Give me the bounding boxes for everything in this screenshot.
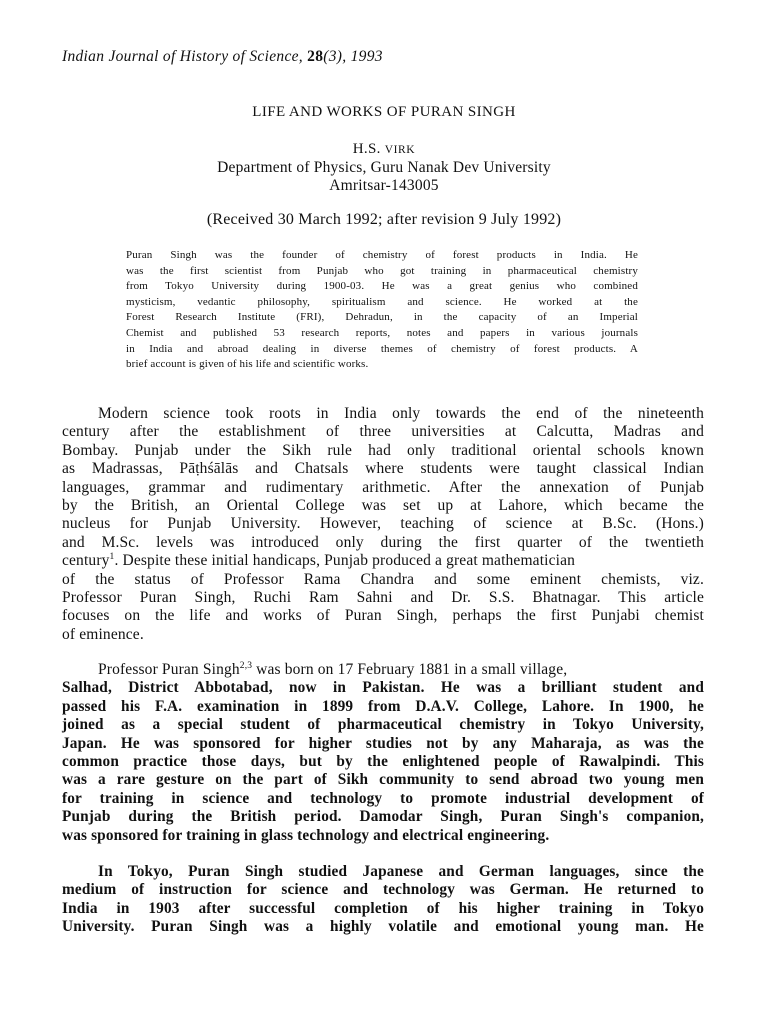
journal-name: Indian Journal of History of Science,: [62, 48, 303, 65]
abstract: [126, 248, 638, 373]
body-line: of eminence.: [62, 625, 144, 643]
article-title: LIFE AND WORKS OF PURAN SINGH: [252, 104, 516, 120]
body-line: Punjab during the British period. Damodar Singh, Puran Singh's companion,: [62, 808, 704, 826]
body-line: century after the establishment of three universities at Calcutta, Madras and: [62, 423, 704, 441]
author-city: Amritsar-143005: [329, 177, 439, 194]
body-line: Salhad, District Abbotabad, now in Pakistan. He was a brilliant student and: [62, 679, 704, 697]
body-line: [98, 661, 704, 679]
body-line: by the British, an Oriental College was set up at Lahore, which became the: [62, 497, 704, 514]
body-text: . Despite these initial handicaps, Punjab produced a great mathematician: [114, 552, 576, 570]
body-line: as Madrassas, Pāṭhśālās and Chatsals where students were taught classical Indian: [62, 460, 704, 478]
body-line: passed his F.A. examination in 1899 from D.A.V. College, Lahore. In 1900, he: [62, 697, 704, 715]
body-text: was born on 17 February 1881 in a small village,: [252, 661, 568, 678]
citation-ref: 2,3: [239, 661, 253, 671]
citation-ref: 1: [109, 552, 115, 563]
body-line: focuses on the life and works of Puran Singh, perhaps the first Punjabi chemist: [62, 607, 704, 625]
author-initials: H.S.: [352, 141, 381, 157]
body-line: University. Puran Singh was a highly volatile and emotional young man. He: [62, 918, 704, 936]
body-line: was sponsored for training in glass technology and electrical engineering.: [62, 826, 550, 844]
body-line: In Tokyo, Puran Singh studied Japanese and German languages, since the: [98, 863, 704, 880]
journal-issue-year: (3), 1993: [323, 48, 383, 65]
abstract-line: was the first scientist from Punjab who got training in pharmaceutical chemistry: [126, 264, 638, 277]
body-line: India in 1903 after successful completion of his higher training in Tokyo: [62, 899, 704, 917]
body-line: for training in science and technology to promote industrial development of: [62, 789, 704, 807]
abstract-line: from Tokyo University during 1900-03. He was a great genius who combined: [126, 280, 638, 293]
body-text: century: [62, 552, 110, 570]
body-text: Professor Puran Singh: [98, 661, 240, 678]
abstract-line: Chemist and published 53 research reports, notes and papers in various journals: [126, 326, 638, 339]
abstract-line: brief account is given of his life and scientific works.: [126, 358, 369, 371]
received-dates: (Received 30 March 1992; after revision 9 July 1992): [206, 211, 562, 228]
body-line: medium of instruction for science and technology was German. He returned to: [62, 881, 704, 899]
abstract-line: in India and abroad dealing in diverse themes of chemistry of forest products. A: [126, 342, 638, 355]
abstract-line: mysticism, vedantic philosophy, spiritualism and science. He worked at the: [126, 295, 638, 308]
body-line: and M.Sc. levels was introduced only during the first quarter of the twentieth: [62, 533, 704, 551]
body-line: of the status of Professor Rama Chandra and some eminent chemists, viz.: [62, 570, 704, 588]
author-department: Department of Physics, Guru Nanak Dev University: [217, 159, 551, 176]
body-line: common practice those days, but by the enlightened people of Rawalpindi. This: [62, 753, 704, 770]
author-surname: VIRK: [384, 144, 416, 156]
body-line: Japan. He was sponsored for higher studies not by any Maharaja, as was the: [62, 734, 704, 752]
body-line: languages, grammar and rudimentary arithmetic. After the annexation of Punjab: [62, 478, 704, 496]
body-line: [62, 552, 704, 570]
body-line: joined as a special student of pharmaceutical chemistry in Tokyo University,: [62, 716, 704, 734]
body-line: was a rare gesture on the part of Sikh community to send abroad two young men: [62, 771, 704, 789]
running-head: [62, 48, 383, 66]
body-line: Modern science took roots in India only towards the end of the nineteenth: [98, 405, 704, 422]
body-line: Professor Puran Singh, Ruchi Ram Sahni and Dr. S.S. Bhatnagar. This article: [62, 589, 704, 606]
abstract-line: Puran Singh was the founder of chemistry of forest products in India. He: [126, 249, 638, 261]
journal-volume: 28: [307, 48, 324, 65]
body-line: Bombay. Punjab under the Sikh rule had only traditional oriental schools known: [62, 441, 704, 459]
author-name: [0, 141, 768, 158]
abstract-line: Forest Research Institute (FRI), Dehradun, in the capacity of an Imperial: [126, 311, 638, 324]
body-line: nucleus for Punjab University. However, teaching of science at B.Sc. (Hons.): [62, 515, 704, 533]
